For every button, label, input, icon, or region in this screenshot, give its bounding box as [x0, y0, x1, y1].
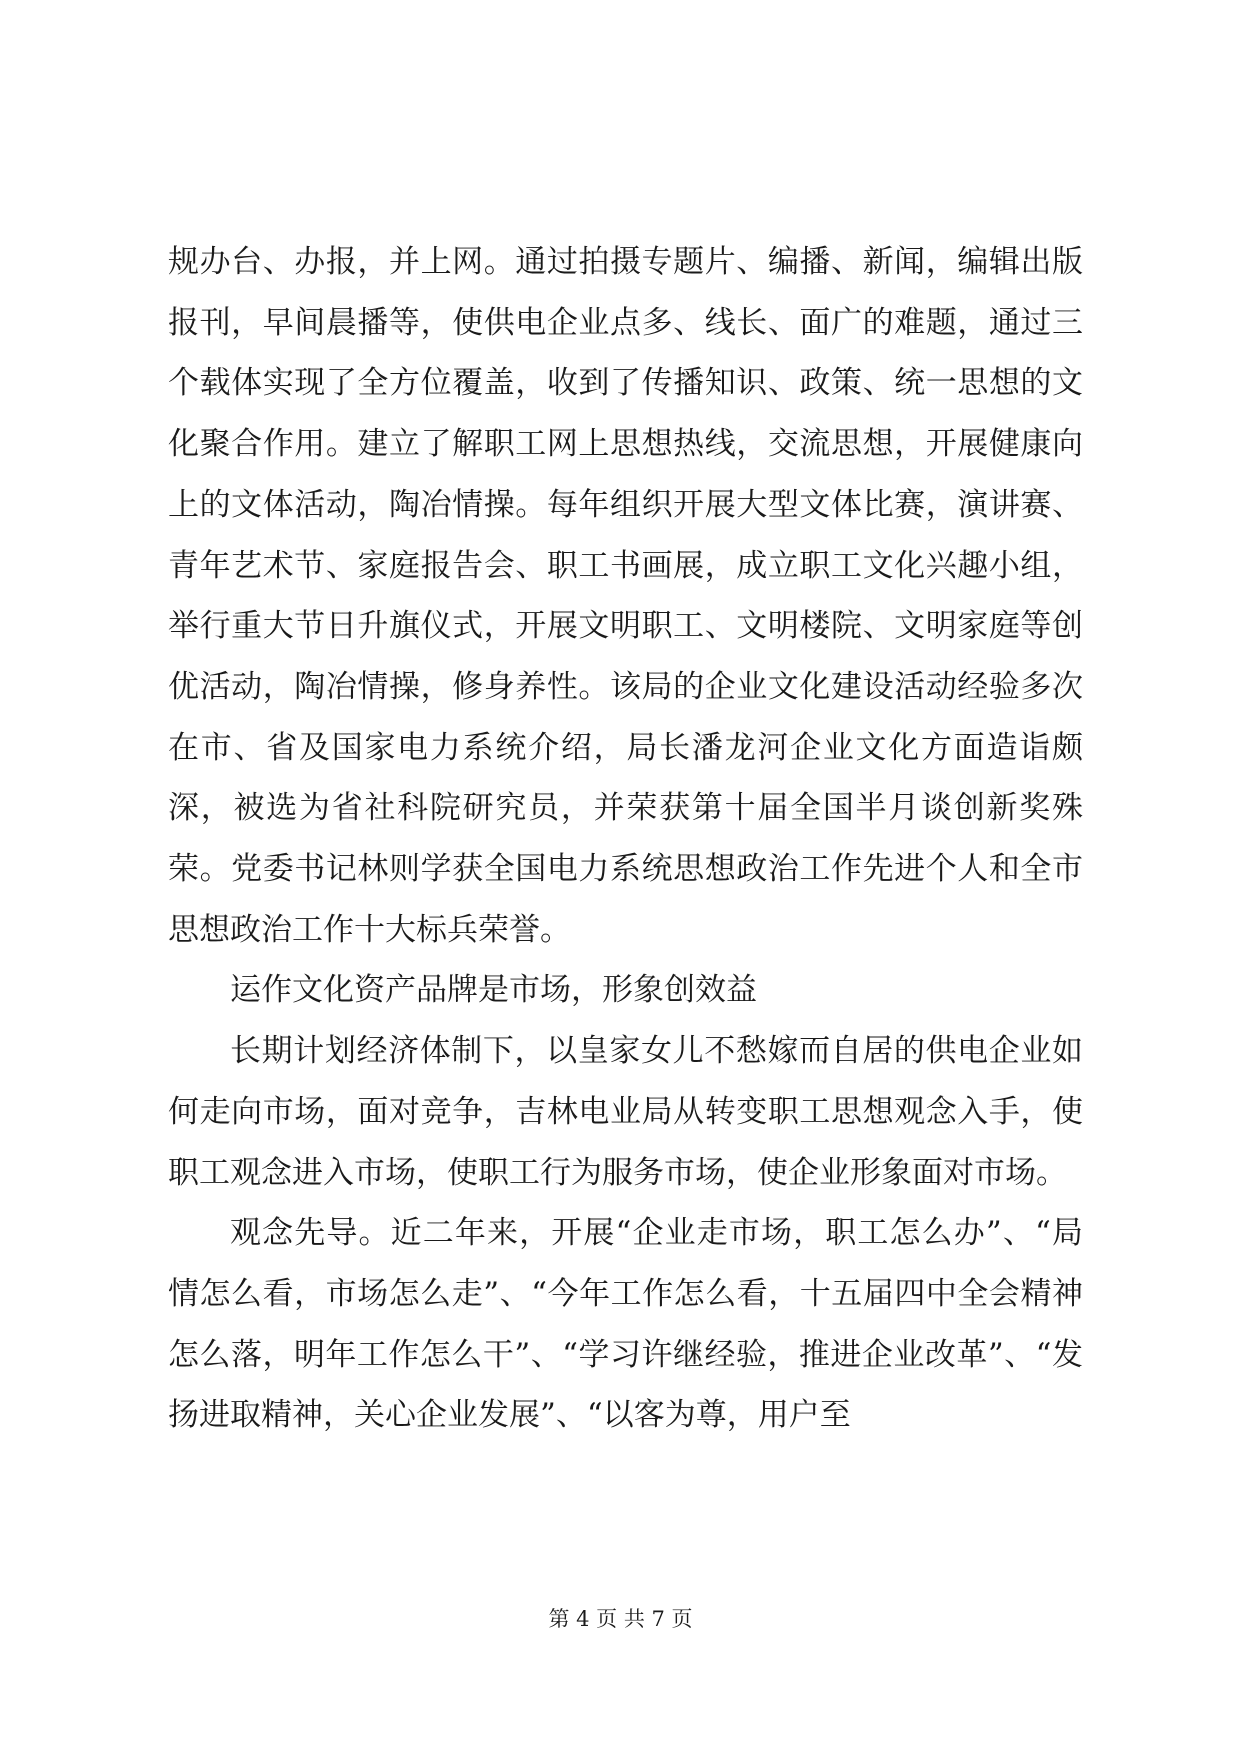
document-body: [168, 232, 1083, 1446]
paragraph-3: 长期计划经济体制下，以皇家女儿不愁嫁而自居的供电企业如何走向市场，面对竞争，吉林电业局从转变职工思想观念入手，使职工观念进入市场，使职工行为服务市场，使企业形象面对市场。: [168, 1033, 1083, 1191]
section-heading: 运作文化资产品牌是市场，形象创效益: [230, 972, 757, 1009]
paragraph-4: 观念先导。近二年来，开展“企业走市场，职工怎么办”、“局情怎么看，市场怎么走”、“今年工作怎么看，十五届四中全会精神怎么落，明年工作怎么干”、“学习许继经验，推进企业改革”、“发扬进取精神，关心企业发展”、“以客为尊，用户至: [168, 1215, 1083, 1434]
paragraph-1: 规办台、办报，并上网。通过拍摄专题片、编播、新闻，编辑出版报刊，早间晨播等，使供电企业点多、线长、面广的难题，通过三个载体实现了全方位覆盖，收到了传播知识、政策、统一思想的文化聚合作用。建立了解职工网上思想热线，交流思想，开展健康向上的文体活动，陶冶情操。每年组织开展大型文体比赛，演讲赛、青年艺术节、家庭报告会、职工书画展，成立职工文化兴趣小组，举行重大节日升旗仪式，开展文明职工、文明楼院、文明家庭等创优活动，陶冶情操，修身养性。该局的企业文化建设活动经验多次在市、省及国家电力系统介绍，局长潘龙河企业文化方面造诣颇深，被选为省社科院研究员，并荣获第十届全国半月谈创新奖殊荣。党委书记林则学获全国电力系统思想政治工作先进个人和全市思想政治工作十大标兵荣誉。: [168, 244, 1083, 948]
page-number-footer: 第 4 页 共 7 页: [548, 1607, 693, 1631]
